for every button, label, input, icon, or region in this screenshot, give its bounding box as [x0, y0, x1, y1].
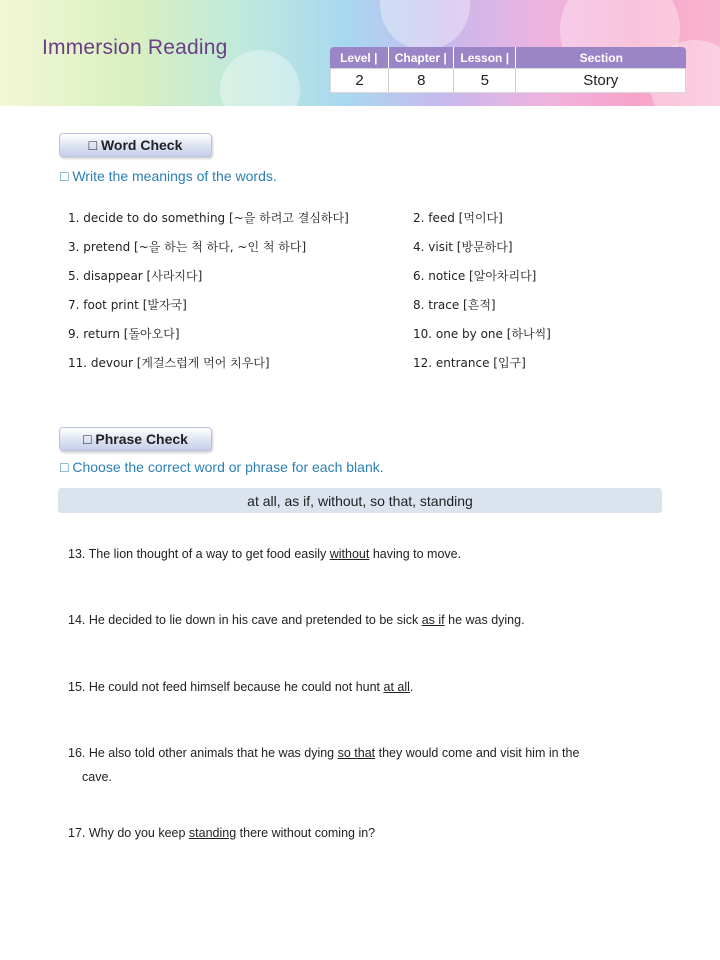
- question-text: having to move.: [369, 547, 462, 561]
- question-text: 15. He could not feed himself because he could not hunt: [68, 680, 384, 694]
- word-bank: at all, as if, without, so that, standing: [58, 488, 662, 513]
- level-value: 2: [331, 69, 389, 92]
- lesson-header: Lesson |: [454, 47, 516, 68]
- answer-blank: without: [329, 547, 370, 561]
- question-text: 17. Why do you keep: [68, 826, 189, 840]
- question-16: [68, 741, 628, 765]
- word-item: 6. notice [알아차리다]: [413, 269, 537, 283]
- question-15: [68, 675, 628, 699]
- question-16-continuation: cave.: [82, 770, 112, 784]
- answer-blank: so that: [337, 746, 376, 760]
- level-header: Level |: [330, 47, 389, 68]
- lesson-info-values: [330, 68, 686, 93]
- answer-blank: as if: [421, 613, 445, 627]
- word-item: 10. one by one [하나씩]: [413, 327, 551, 341]
- answer-blank: standing: [188, 826, 237, 840]
- word-item: 7. foot print [발자국]: [68, 298, 187, 312]
- question-17: [68, 821, 628, 845]
- decor-bubble: [380, 0, 470, 50]
- question-text: 13. The lion thought of a way to get food easily: [68, 547, 330, 561]
- section-header: Section: [579, 50, 623, 65]
- question-text: he was dying.: [444, 613, 525, 627]
- word-item: 1. decide to do something [~을 하려고 결심하다]: [68, 211, 349, 225]
- word-item: 2. feed [먹이다]: [413, 211, 503, 225]
- word-item: 11. devour [게걸스럽게 먹어 치우다]: [68, 356, 270, 370]
- section-value: Story: [583, 72, 619, 89]
- word-item: 5. disappear [사라지다]: [68, 269, 203, 283]
- word-item: 4. visit [방문하다]: [413, 240, 513, 254]
- lesson-info-table: [330, 47, 686, 93]
- lesson-value: 5: [454, 69, 516, 92]
- answer-blank: at all: [383, 680, 410, 694]
- chapter-header: Chapter |: [389, 47, 454, 68]
- question-text: they would come and visit him in the: [375, 746, 580, 760]
- question-13: [68, 542, 628, 566]
- chapter-value: 8: [389, 69, 454, 92]
- phrase-check-instruction: □ Choose the correct word or phrase for each blank.: [60, 459, 384, 475]
- question-text: 16. He also told other animals that he was dying: [68, 746, 338, 760]
- question-text: there without coming in?: [236, 826, 376, 840]
- word-item: 8. trace [흔적]: [413, 298, 496, 312]
- word-item: 3. pretend [~을 하는 척 하다, ~인 척 하다]: [68, 240, 307, 254]
- question-text: .: [409, 680, 414, 694]
- word-check-heading: □ Word Check: [59, 133, 212, 157]
- lesson-info-header: [330, 47, 686, 68]
- decor-bubble: [220, 50, 300, 106]
- header-banner: [0, 0, 720, 106]
- phrase-check-heading: □ Phrase Check: [59, 427, 212, 451]
- question-text: 14. He decided to lie down in his cave and pretended to be sick: [68, 613, 422, 627]
- word-item: 9. return [돌아오다]: [68, 327, 180, 341]
- question-14: [68, 608, 628, 632]
- word-item: 12. entrance [입구]: [413, 356, 526, 370]
- page-title: Immersion Reading: [42, 36, 228, 59]
- word-check-instruction: □ Write the meanings of the words.: [60, 168, 277, 184]
